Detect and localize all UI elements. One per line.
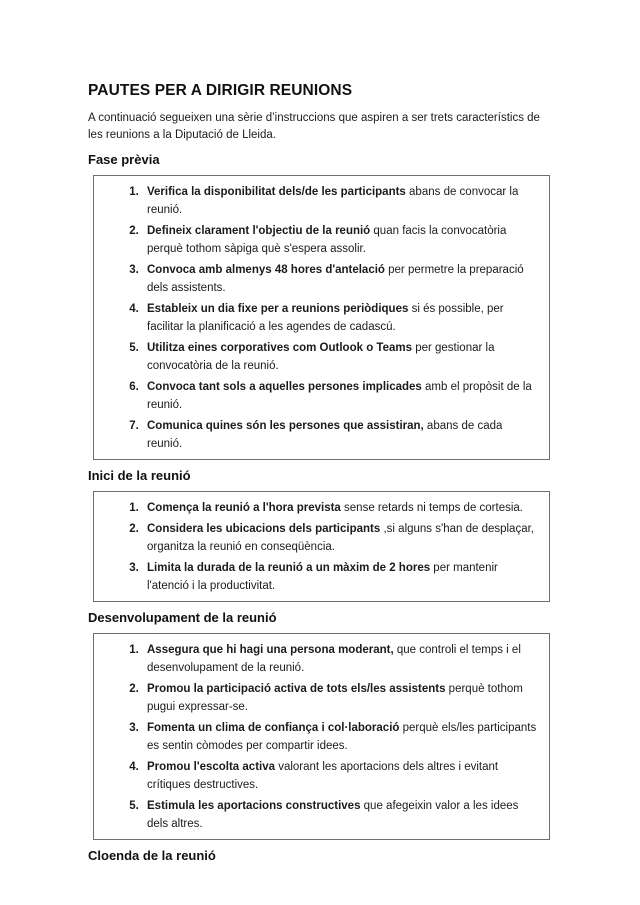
section-heading-fase-previa: Fase prèvia [88,152,160,167]
list-item [142,417,537,453]
instruction-list-fase-previa [94,176,549,459]
item-rest-text: abans de convocar la reunió. [147,186,519,216]
item-bold-text: Utilitza eines corporatives com Outlook o Teams [147,342,412,354]
item-bold-text: Promou l'escolta activa [147,761,276,773]
item-rest-text: perquè els/les participants es sentin còmodes per compartir idees. [147,722,537,752]
section-heading-inici: Inici de la reunió [88,468,191,483]
item-rest-text: perquè tothom pugui expressar-se. [147,683,523,713]
item-rest-text: ,si alguns s'han de desplaçar, organitza la reunió en conseqüència. [147,523,534,553]
item-rest-text: amb el propòsit de la reunió. [147,381,532,411]
item-bold-text: Assegura que hi hagi una persona moderant, [147,644,394,656]
section-heading-cloenda: Cloenda de la reunió [88,848,216,863]
list-item [142,758,537,794]
item-bold-text: Fomenta un clima de confiança i col·laboració [147,722,400,734]
list-item [142,378,537,414]
item-rest-text: valorant les aportacions dels altres i evitant crítiques destructives. [147,761,499,791]
item-bold-text: Convoca tant sols a aquelles persones implicades [147,381,422,393]
item-rest-text: per mantenir l'atenció i la productivitat. [147,562,498,592]
instruction-list-inici [94,492,549,601]
item-rest-text: que controli el temps i el desenvolupament de la reunió. [147,644,521,674]
instruction-list-desenvolupament [94,634,549,839]
section-box-inici [93,491,550,602]
section-box-desenvolupament [93,633,550,840]
item-bold-text: Comunica quines són les persones que assistiran, [147,420,424,432]
list-item [142,222,537,258]
list-item [142,520,537,556]
item-bold-text: Comença la reunió a l'hora prevista [147,502,341,514]
list-item [142,641,537,677]
section-heading-desenvolupament: Desenvolupament de la reunió [88,610,277,625]
item-rest-text: abans de cada reunió. [147,420,503,450]
item-bold-text: Estimula les aportacions constructives [147,800,361,812]
intro-paragraph: A continuació segueixen una sèrie d’instruccions que aspiren a ser trets característics de les reunions a la Diputació de Lleida. [88,112,540,141]
list-item [142,183,537,219]
item-bold-text: Limita la durada de la reunió a un màxim de 2 hores [147,562,431,574]
item-bold-text: Defineix clarament l'objectiu de la reunió [147,225,371,237]
item-rest-text: per permetre la preparació dels assistents. [147,264,524,294]
item-bold-text: Promou la participació activa de tots els/les assistents [147,683,446,695]
item-rest-text: que afegeixin valor a les idees dels altres. [147,800,519,830]
item-rest-text: quan facis la convocatòria perquè tothom sàpiga què s'espera assolir. [147,225,507,255]
list-item [142,680,537,716]
list-item [142,559,537,595]
item-bold-text: Considera les ubicacions dels participants [147,523,381,535]
list-item [142,261,537,297]
list-item [142,499,537,517]
item-bold-text: Estableix un dia fixe per a reunions periòdiques [147,303,409,315]
document-title: PAUTES PER A DIRIGIR REUNIONS [88,82,353,99]
list-item [142,300,537,336]
list-item [142,797,537,833]
section-box-fase-previa [93,175,550,460]
list-item [142,339,537,375]
item-rest-text: per gestionar la convocatòria de la reunió. [147,342,495,372]
item-rest-text: si és possible, per facilitar la planificació a les agendes de cadascú. [147,303,504,333]
item-rest-text: sense retards ni temps de cortesia. [340,502,523,514]
item-bold-text: Verifica la disponibilitat dels/de les participants [147,186,406,198]
list-item [142,719,537,755]
item-bold-text: Convoca amb almenys 48 hores d'antelació [147,264,385,276]
